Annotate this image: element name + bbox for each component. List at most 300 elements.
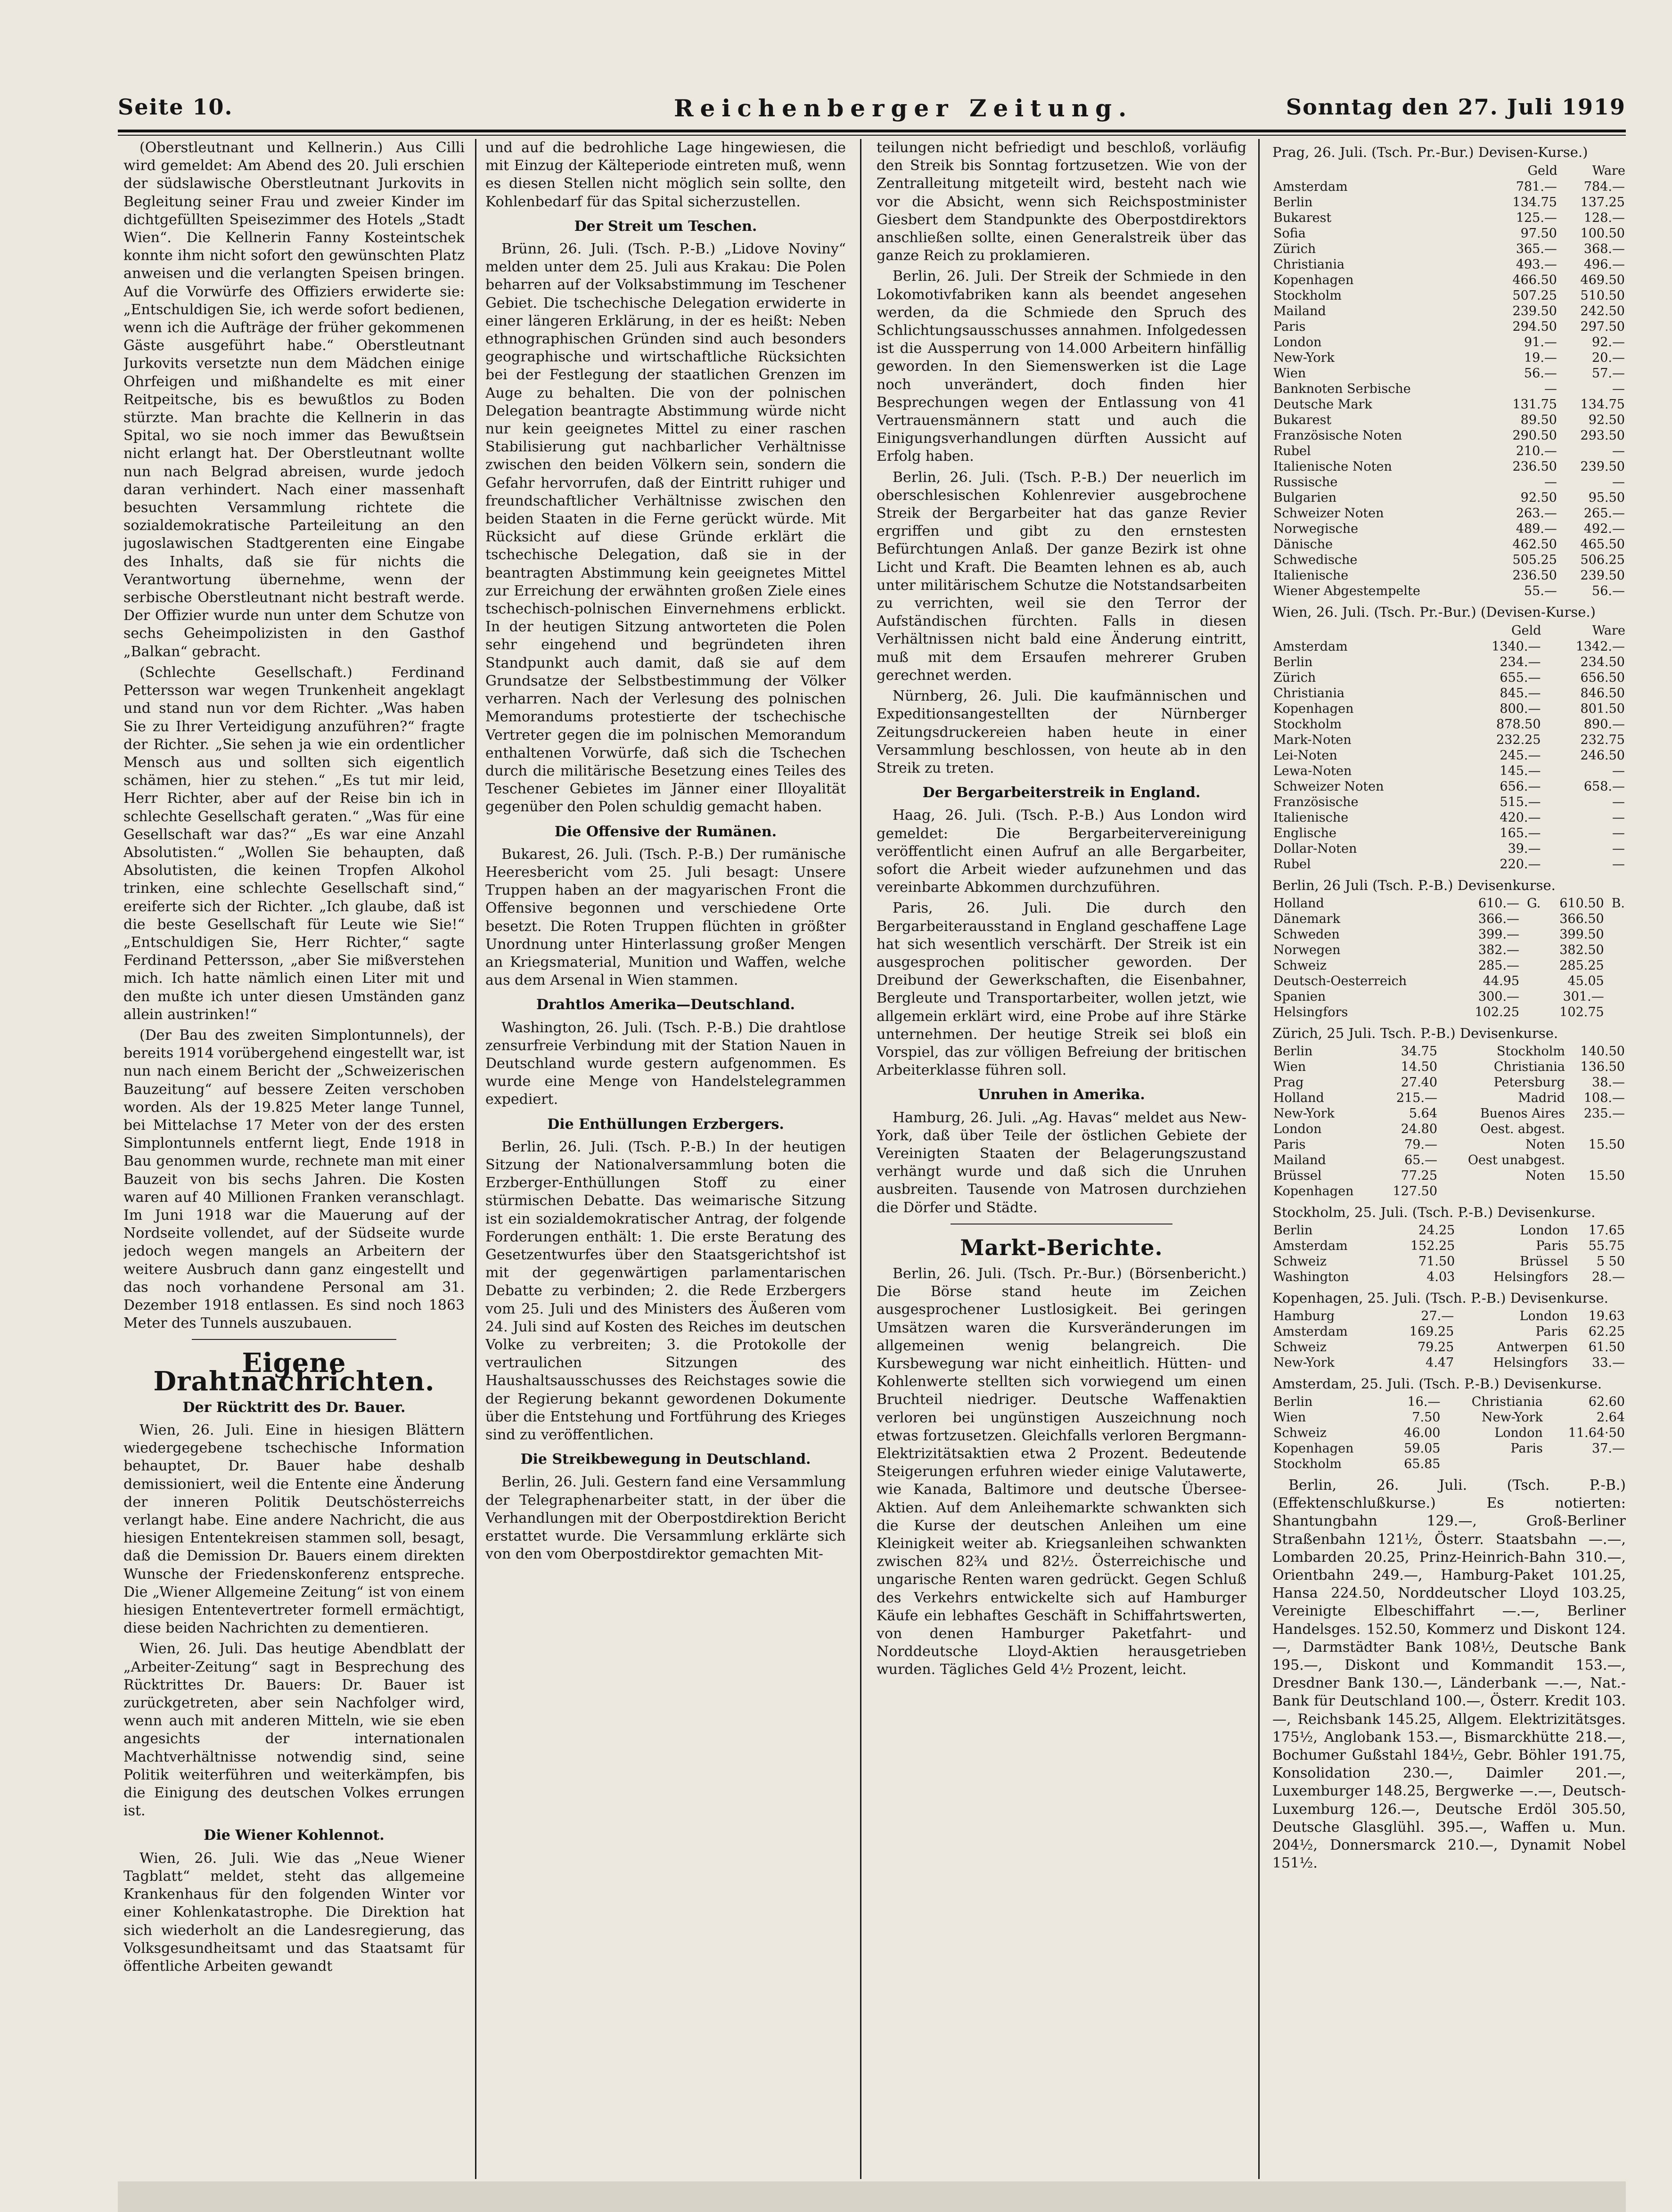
rate-value: 14.50 xyxy=(1401,1060,1438,1074)
table-row xyxy=(1272,841,1626,857)
table-row xyxy=(1272,412,1626,428)
rate-value: — xyxy=(1612,826,1625,841)
article-streikbewegung: Berlin, 26. Juli. Gestern fand eine Versammlung der Telegraphenarbeiter statt, in der über die Verhandlungen mit der Oberpostdirektion Bericht erstattet wurde. Die Versammlung erklärte sich von den vom Oberpostdirektor gemachten Mit- xyxy=(485,1474,846,1563)
rate-value: 56.— xyxy=(1592,584,1625,598)
rate-label: Berlin xyxy=(1273,655,1313,669)
rate-value: 19.— xyxy=(1524,351,1557,365)
headline-streikbewegung: Die Streikbewegung in Deutschland. xyxy=(520,1451,811,1468)
issue-date: Sonntag den 27. Juli 1919 xyxy=(1286,94,1626,120)
rate-value: Brüssel xyxy=(1520,1254,1568,1269)
rate-label: Stockholm xyxy=(1273,1457,1342,1471)
article-haag: Haag, 26. Juli. (Tsch. P.-B.) Aus London wird gemeldet: Die Bergarbeitervereinigung veröffentlicht einen Aufruf an alle Bergarbeiter, sofort die Arbeit wieder aufzunehmen und das vereinbarte Abkommen durchzuführen. xyxy=(877,807,1246,896)
rate-label: Banknoten Serbische xyxy=(1273,382,1411,396)
article-kohlennot-cont: und auf die bedrohliche Lage hingewiesen, die mit Einzug der Kälteperiode eintreten muß, wenn es diesen Stellen nicht möglich sein sollte, den Kohlenbedarf für das Spital sicherzustellen. xyxy=(485,139,846,210)
table-row xyxy=(1272,241,1626,257)
table-row xyxy=(1272,896,1626,911)
rate-value: 368.— xyxy=(1583,242,1625,256)
rate-label: Französische Noten xyxy=(1273,428,1402,443)
table-row xyxy=(1272,1355,1626,1371)
rate-value: 128.— xyxy=(1583,211,1625,225)
rate-label: London xyxy=(1273,1122,1322,1136)
rate-label: Sofia xyxy=(1273,226,1306,241)
table-row xyxy=(1272,257,1626,272)
rate-value: 382.— xyxy=(1478,943,1520,957)
rate-value xyxy=(1605,942,1626,958)
rate-value: 65.85 xyxy=(1404,1457,1441,1471)
headline-kohlennot: Die Wiener Kohlennot. xyxy=(204,1827,385,1844)
rate-value: Oest unabgest. xyxy=(1467,1153,1565,1167)
table-row xyxy=(1272,350,1626,366)
rate-value: 97.50 xyxy=(1520,226,1557,241)
rate-label: Kopenhagen xyxy=(1273,702,1354,716)
rate-value: 801.50 xyxy=(1580,702,1625,716)
rate-value: — xyxy=(1612,841,1625,856)
header-rule xyxy=(118,130,1626,132)
masthead: Reichenberger Zeitung. xyxy=(674,94,1133,122)
article-simplon: (Der Bau des zweiten Simplontunnels), der bereits 1914 vorübergehend eingestellt war, ist nun nach einem Bericht der „Schweizerischen Bauzeitung“ auf bessere Zeiten verschoben worden. Als der 19.825 Meter lange Tunnel, bei Mittelachse 17 Meter von der des ersten Simplontunnels entfernt liegt, Ende 1918 in Bau genommen wurde, rechnete man mit einer Bauzeit von bis sechs Jahren. Die Kosten waren auf 40 Millionen Franken veranschlagt. Im Juni 1918 war die Mauerung auf der Nordseite vollendet, auf der Südseite wurde jedoch wegen mangels an Arbeitern der weitere Ausbruch dann ganz eingestellt und das noch vorhandene Personal am 31. Dezember 1918 entlassen. Es sind noch 1863 Meter des Tunnels auszubauen. xyxy=(123,1027,465,1332)
rate-value: 420.— xyxy=(1500,810,1541,825)
rate-value: 220.— xyxy=(1500,857,1541,872)
col-head: Geld xyxy=(1527,163,1557,178)
rate-value: 56.— xyxy=(1524,366,1557,381)
rate-value: Paris xyxy=(1536,1239,1568,1253)
rate-value xyxy=(1438,1184,1566,1199)
amsterdam-rates-table xyxy=(1272,1394,1626,1472)
table-row xyxy=(1272,973,1626,989)
column-1 xyxy=(123,139,465,2179)
rate-value: 246.50 xyxy=(1580,748,1625,763)
table-row xyxy=(1272,335,1626,350)
rate-label: Wien xyxy=(1273,1060,1306,1074)
rate-value: 100.50 xyxy=(1580,226,1625,241)
rate-label: Italienische xyxy=(1273,810,1349,825)
zurich-rates-table xyxy=(1272,1044,1626,1199)
rate-value: 236.50 xyxy=(1512,459,1557,474)
article-drahtlos: Washington, 26. Juli. (Tsch. P.-B.) Die drahtlose zensurfreie Verbindung mit der Station Nauen in Deutschland wurde gestern aufgenommen. Es wurde eine Menge von Handelstelegrammen expediert. xyxy=(485,1019,846,1108)
rate-label: New-York xyxy=(1273,1355,1335,1370)
stockholm-rates-table xyxy=(1272,1223,1626,1285)
rate-value: 297.50 xyxy=(1580,319,1625,334)
table-row xyxy=(1272,1059,1626,1075)
rate-value: 45.05 xyxy=(1567,974,1604,988)
rate-label: Englische xyxy=(1273,826,1336,841)
table-row xyxy=(1272,639,1626,654)
rate-label: Prag xyxy=(1273,1075,1304,1090)
rate-label: Dollar-Noten xyxy=(1273,841,1357,856)
prag-rates-table xyxy=(1272,163,1626,599)
article-nuernberg: Nürnberg, 26. Juli. Die kaufmännischen und Expeditionsangestellten der Nürnberger Zeitungsdruckereien haben heute in einer Versammlung beschlossen, von heute ab in den Streik zu treten. xyxy=(877,688,1246,776)
amsterdam-title: Amsterdam, 25. Juli. (Tsch. P.-B.) Devisenkurse. xyxy=(1272,1376,1602,1392)
table-row xyxy=(1272,1324,1626,1339)
rate-label: Kopenhagen xyxy=(1273,1441,1354,1456)
rate-value: 510.50 xyxy=(1580,288,1625,303)
rate-value xyxy=(1566,1184,1626,1199)
rate-value: Oest. abgest. xyxy=(1480,1122,1565,1136)
article-boersenbericht: Berlin, 26. Juli. (Tsch. Pr.-Bur.) (Börsenbericht.) Die Börse stand heute im Zeichen ausgesprochener Lustlosigkeit. Bei geringen Umsätzen waren die Kursveränderungen im allgemeinen wenig belangreich. Die Kursbewegung war nicht einheitlich. Hütten- und Kohlenwerte stellten sich vorwiegend um einen Bruchteil niedriger. Deutsche Waffenaktien verloren bei ungünstigen Auszeichnung noch etwas fortzusetzen. Gleichfalls verloren Bergmann-Elektrizitätsaktien etwa 2 Prozent. Bedeutende Steigerungen erfuhren wieder einige Valutawerte, wie Kanada, Baltimore und deutsche Übersee-Aktien. Auf dem Anleihemarkte schwankten sich die Kurse der deutschen Anleihen um eine Kleinigkeit weiter ab. Kriegsanleihen schwankten zwischen 82¾ und 82½. Österreichische und ungarische Renten waren gedrückt. Gegen Schluß des Verkehrs entwickelte sich auf Hamburger Käufe ein lebhaftes Geschäft in Schiffahrtswerten, von denen Hamburger Paketfahrt- und Norddeutsche Lloyd-Aktien herausgetrieben wurden. Tägliches Geld 4½ Prozent, leicht. xyxy=(877,1265,1246,1678)
rate-value: 505.25 xyxy=(1512,553,1557,567)
rate-value: 784.— xyxy=(1583,180,1625,194)
rate-value xyxy=(1520,973,1541,989)
rate-value: 465.50 xyxy=(1580,537,1625,552)
table-row xyxy=(1272,701,1626,717)
rate-label: Schweiz xyxy=(1273,958,1327,973)
rate-value: Christiania xyxy=(1471,1395,1543,1409)
rate-label: Washington xyxy=(1273,1270,1349,1284)
table-row xyxy=(1272,1441,1626,1456)
rate-value: Paris xyxy=(1510,1441,1543,1456)
table-row xyxy=(1272,1044,1626,1059)
rate-value: 71.50 xyxy=(1418,1254,1455,1269)
wien-rates-table xyxy=(1272,622,1626,872)
table-row xyxy=(1272,794,1626,810)
table-row xyxy=(1272,1425,1626,1441)
rate-value xyxy=(1441,1456,1543,1472)
column-2 xyxy=(485,139,846,2179)
rate-value: 846.50 xyxy=(1580,686,1625,701)
rate-label: Französische xyxy=(1273,795,1359,809)
rate-label: Holland xyxy=(1273,896,1324,911)
table-row xyxy=(1272,1410,1626,1425)
rate-value: — xyxy=(1612,857,1625,872)
berlin-rates-table xyxy=(1272,896,1626,1020)
rate-value: 890.— xyxy=(1583,717,1625,732)
rate-value: — xyxy=(1612,810,1625,825)
rate-value xyxy=(1566,1152,1626,1168)
rate-value: 300.— xyxy=(1478,989,1520,1004)
table-row xyxy=(1272,857,1626,872)
rate-label: Stockholm xyxy=(1273,288,1342,303)
rate-label: New-York xyxy=(1273,351,1335,365)
rate-value: — xyxy=(1612,795,1625,809)
rate-value: 24.25 xyxy=(1418,1223,1455,1238)
table-row xyxy=(1272,1339,1626,1355)
table-row xyxy=(1272,583,1626,599)
rate-label: Brüssel xyxy=(1273,1168,1322,1183)
rate-value: 4.03 xyxy=(1426,1270,1455,1284)
rate-value: 493.— xyxy=(1516,257,1557,272)
rate-value xyxy=(1605,973,1626,989)
rate-label: Italienische xyxy=(1273,568,1349,583)
article-kohlennot: Wien, 26. Juli. Wie das „Neue Wiener Tagblatt“ meldet, steht das allgemeine Krankenhaus für den folgenden Winter vor einer Kohlenkatastrophe. Die Direktion hat sich wiederholt an die Landesregierung, das Volksgesundheitsamt und das Staatsamt für öffentliche Arbeiten gewandt xyxy=(123,1850,465,1975)
table-row xyxy=(1272,226,1626,241)
rate-label: Mark-Noten xyxy=(1273,733,1352,747)
rate-value: 466.50 xyxy=(1512,273,1557,287)
column-divider xyxy=(860,139,861,2179)
rate-value: Paris xyxy=(1535,1324,1568,1339)
rate-value xyxy=(1520,1004,1541,1020)
rate-value: 236.50 xyxy=(1512,568,1557,583)
headline-drahtlos: Drahtlos Amerika—Deutschland. xyxy=(536,996,795,1013)
rate-value: 462.50 xyxy=(1512,537,1557,552)
rate-value xyxy=(1544,1456,1626,1472)
rate-value: 19.63 xyxy=(1588,1309,1625,1323)
table-row xyxy=(1272,428,1626,443)
rate-value: 382.50 xyxy=(1559,943,1604,957)
rate-value: 57.— xyxy=(1592,366,1625,381)
rate-value: 496.— xyxy=(1583,257,1625,272)
rate-value: 301.— xyxy=(1563,989,1604,1004)
rate-label: Helsingfors xyxy=(1273,1005,1348,1020)
rate-value: 46.00 xyxy=(1404,1426,1441,1440)
table-row xyxy=(1272,1223,1626,1238)
table-row xyxy=(1272,1308,1626,1324)
table-row xyxy=(1272,825,1626,841)
table-row xyxy=(1272,1121,1626,1137)
rate-value: 290.50 xyxy=(1512,428,1557,443)
rate-value: 62.25 xyxy=(1588,1324,1625,1339)
table-row xyxy=(1272,474,1626,490)
table-row xyxy=(1272,763,1626,779)
table-row xyxy=(1272,1075,1626,1090)
article-amerika: Hamburg, 26. Juli. „Ag. Havas“ meldet aus New-York, daß über Teile der östlichen Gebiete der Vereinigten Staaten der Belagerungszustand verhängt wurde und daß sich die Unruhen ausbreiten. Tausende von Matrosen durchziehen die Dörfer und Städte. xyxy=(877,1109,1246,1216)
rate-value: 232.75 xyxy=(1580,733,1625,747)
rate-value: 232.25 xyxy=(1496,733,1541,747)
rate-label: London xyxy=(1273,335,1322,350)
rate-label: Berlin xyxy=(1273,1223,1313,1238)
rate-value: 62.60 xyxy=(1588,1395,1625,1409)
rate-value: 92.50 xyxy=(1588,413,1625,427)
header-rule-thin xyxy=(118,135,1626,136)
rate-value: 515.— xyxy=(1500,795,1541,809)
column-divider xyxy=(475,139,476,2179)
rate-label: Bulgarien xyxy=(1273,490,1337,505)
article-gesellschaft: (Schlechte Gesellschaft.) Ferdinand Pettersson war wegen Trunkenheit angeklagt und stand nun vor dem Richter. „Was haben Sie zu Ihrer Verteidigung anzuführen?“ fragte der Richter. „Sie sehen ja wie ein ordentlicher Mensch aus und sollten sich eigentlich schämen, hier zu stehen.“ „Es tut mir leid, Herr Richter, aber auf der Reise bin ich in schlechte Gesellschaft geraten.“ „Was für eine Gesellschaft war das?“ „Es war eine Anzahl Absolutisten.“ „Wollen Sie behaupten, daß Absolutisten, die keinen Tropfen Alkohol trinken, eine schlechte Gesellschaft sind,“ ereiferte sich der Richter. „Ich glaube, daß ist die beste Gesellschaft für Leute wie Sie!“ „Entschuldigen Sie, Herr Richter,“ sagte Ferdinand Pettersson, „aber Sie mißverstehen mich. Ich hatte nämlich einen Liter mit und den mußte ich unter diesen Umständen ganz allein austrinken!“ xyxy=(123,664,465,1023)
rate-label: Wiener Abgestempelte xyxy=(1273,584,1420,598)
rate-value: 294.50 xyxy=(1512,319,1557,334)
headline-erzberger: Die Enthüllungen Erzbergers. xyxy=(547,1116,784,1133)
rate-label: Rubel xyxy=(1273,444,1311,458)
rate-value: Noten xyxy=(1525,1137,1565,1152)
rate-value: 610.— xyxy=(1478,896,1520,911)
rate-value: 59.05 xyxy=(1404,1441,1441,1456)
rate-value: 37.— xyxy=(1592,1441,1625,1456)
page-header xyxy=(118,90,1626,122)
rate-value: 15.50 xyxy=(1588,1137,1625,1152)
rate-label: Stockholm xyxy=(1273,717,1342,732)
headline-rumaenen: Die Offensive der Rumänen. xyxy=(554,823,777,840)
rate-value xyxy=(1605,911,1626,927)
rate-value: Madrid xyxy=(1518,1091,1565,1105)
rate-label: Dänische xyxy=(1273,537,1333,552)
table-row xyxy=(1272,568,1626,583)
column-4 xyxy=(1272,139,1626,2179)
table-row xyxy=(1272,911,1626,927)
page-bottom-edge xyxy=(118,2181,1626,2212)
rate-label: Amsterdam xyxy=(1273,1239,1348,1253)
rate-value: New-York xyxy=(1482,1410,1543,1425)
rate-label: Bukarest xyxy=(1273,211,1332,225)
effekten-kurse: Berlin, 26. Juli. (Tsch. P.-B.) (Effektenschlußkurse.) Es notierten: Shantungbahn 129.—, Groß-Berliner Straßenbahn 121½, Österr. Staatsbahn —.—, Lombarden 20.25, Prinz-Heinrich-Bahn 310.—, Orientbahn 249.—, Hamburg-Paket 101.25, Hansa 224.50, Norddeutscher Lloyd 103.25, Vereinigte Elbeschiffahrt —.—, Berliner Handelsges. 152.50, Kommerz und Diskont 124.—, Darmstädter Bank 108½, Deutsche Bank 195.—, Diskont und Kommandit 153.—, Dresdner Bank 130.—, Länderbank —.—, Nat.-Bank für Deutschland 100.—, Österr. Kredit 103.—, Reichsbank 145.25, Allgem. Elektrizitätsges. 175½, Anglobank 153.—, Bismarckhütte 218.—, Bochumer Gußstahl 184½, Gebr. Böhler 191.75, Konsolidation 230.—, Daimler 201.—, Luxemburger 148.25, Bergwerke —.—, Deutsch-Luxemburg 126.—, Deutsche Erdöl 305.50, Deutsche Glasglühl. 395.—, Waffen u. Mun. 204½, Donnersmarck 210.—, Dynamit Nobel 151½. xyxy=(1272,1477,1626,1872)
table-row xyxy=(1272,506,1626,521)
rate-value: 136.50 xyxy=(1580,1060,1625,1074)
rate-label: Lewa-Noten xyxy=(1273,764,1352,778)
table-row xyxy=(1272,1254,1626,1269)
rate-value: London xyxy=(1520,1223,1568,1238)
section-title-marktberichte: Markt-Berichte. xyxy=(960,1234,1163,1260)
rate-value: 44.95 xyxy=(1483,974,1520,988)
rate-value: London xyxy=(1519,1309,1568,1323)
rate-label: Kopenhagen xyxy=(1273,273,1354,287)
rate-value: 215.— xyxy=(1396,1091,1438,1105)
table-row xyxy=(1272,779,1626,794)
rate-value: — xyxy=(1612,764,1625,778)
rate-label: Christiania xyxy=(1273,257,1345,272)
rate-value: 24.80 xyxy=(1401,1122,1438,1136)
headline-teschen: Der Streit um Teschen. xyxy=(574,218,757,235)
rate-label: Berlin xyxy=(1273,1395,1313,1409)
col-head: Ware xyxy=(1592,163,1625,178)
rate-value: — xyxy=(1612,382,1625,396)
rate-value: 507.25 xyxy=(1512,288,1557,303)
section-title-drahtnachrichten: Eigene Drahtnachrichten. xyxy=(153,1347,435,1397)
rate-value: 5 50 xyxy=(1596,1254,1625,1269)
rate-value: 210.— xyxy=(1516,444,1557,458)
rate-value: 137.25 xyxy=(1580,195,1625,210)
headline-bauer: Der Rücktritt des Dr. Bauer. xyxy=(182,1399,406,1416)
rate-label: Russische xyxy=(1273,475,1338,490)
rate-label: Christiania xyxy=(1273,686,1345,701)
rate-value: 89.50 xyxy=(1520,413,1557,427)
table-row xyxy=(1272,1137,1626,1152)
rate-value xyxy=(1566,1121,1626,1137)
table-row xyxy=(1272,459,1626,474)
rate-value: Noten xyxy=(1525,1168,1565,1183)
rate-value: 242.50 xyxy=(1580,304,1625,318)
rate-value: 34.75 xyxy=(1401,1044,1438,1059)
rate-value: Petersburg xyxy=(1493,1075,1565,1090)
rate-label: Schweizer Noten xyxy=(1273,779,1384,794)
rate-label: Bukarest xyxy=(1273,413,1332,427)
rate-value: 656.— xyxy=(1500,779,1541,794)
article-kellnerin: (Oberstleutnant und Kellnerin.) Aus Cilli wird gemeldet: Am Abend des 20. Juli erschien der südslawische Oberstleutnant Jurkovits in Begleitung seiner Frau und zweier Kinder im dichtgefüllten Speisezimmer des Hotels „Stadt Wien“. Die Kellnerin Fanny Kosteintschek konnte ihm nicht sofort den gewünschten Platz anweisen und die verlangten Speisen bringen. Auf die Vorwürfe des Offiziers erwiderte sie: „Entschuldigen Sie, ich werde sofort bedienen, wenn ich die Aufträge der früher gekommenen Gäste ausgeführt habe.“ Oberstleutnant Jurkovits versetzte nun dem Mädchen einige Ohrfeigen und mißhandelte es mit einer Reitpeitsche, bis es bewußtlos zu Boden stürzte. Man brachte die Kellnerin in das Spital, wo sie noch immer das Bewußtsein nicht erlangt hat. Der Oberstleutnant wollte nun nach Belgrad abreisen, wurde jedoch daran verhindert. Nach einer massenhaft besuchten Versammlung richtete die sozialdemokratische Parteileitung an den jugoslawischen Stadtgerenten eine Eingabe des Inhalts, daß sie für nichts die Verantwortung übernehme, wenn der serbische Oberstleutnant nicht bestraft werde. Der Offizier wurde nun unter dem Schutze von sechs Geheimpolizisten in den Gasthof „Balkan“ gebracht. xyxy=(123,139,465,660)
column-3 xyxy=(877,139,1246,2179)
rate-value: 239.50 xyxy=(1580,568,1625,583)
rate-value: 469.50 xyxy=(1580,273,1625,287)
rate-value: 79.— xyxy=(1404,1137,1438,1152)
rate-label: Schweiz xyxy=(1273,1254,1327,1269)
rate-value xyxy=(1605,1004,1626,1020)
table-row xyxy=(1272,397,1626,412)
rate-value: 140.50 xyxy=(1580,1044,1625,1059)
rate-value: 1342.— xyxy=(1575,639,1625,654)
rate-value: 134.75 xyxy=(1580,397,1625,412)
rate-value: 265.— xyxy=(1583,506,1625,521)
rate-value: 366.— xyxy=(1478,912,1520,926)
rate-value: 92.— xyxy=(1592,335,1625,350)
rate-value: 125.— xyxy=(1516,211,1557,225)
rate-label: Schweden xyxy=(1273,927,1340,942)
rate-label: Paris xyxy=(1273,319,1306,334)
rate-label: Lei-Noten xyxy=(1273,748,1337,763)
rate-value: 15.50 xyxy=(1588,1168,1625,1183)
rate-value: — xyxy=(1612,444,1625,458)
rate-value: — xyxy=(1612,475,1625,490)
article-bauer-1: Wien, 26. Juli. Eine in hiesigen Blättern wiedergegebene tschechische Information behauptet, Dr. Bauer habe deshalb demissioniert, weil die Entente eine Änderung der inneren Politik Deutschösterreichs verlangt habe. Eine andere Nachricht, die aus hiesigen Ententekreisen stammen soll, besagt, daß die Demission Dr. Bauers einem direkten Wunsche der Friedenskonferenz entspreche. Die „Wiener Allgemeine Zeitung“ ist von einem hiesigen Ententevertreter formell ermächtigt, diese beiden Nachrichten zu dementieren. xyxy=(123,1422,465,1637)
rate-value: 134.75 xyxy=(1512,195,1557,210)
table-row xyxy=(1272,942,1626,958)
table-row xyxy=(1272,1238,1626,1254)
rate-value: 2.64 xyxy=(1596,1410,1625,1425)
rate-value: 506.25 xyxy=(1580,553,1625,567)
table-row xyxy=(1272,1168,1626,1184)
rate-value: 845.— xyxy=(1500,686,1541,701)
kopenhagen-rates-table xyxy=(1272,1308,1626,1371)
rate-value xyxy=(1520,989,1541,1004)
rate-value: Helsingfors xyxy=(1493,1270,1568,1284)
table-row xyxy=(1272,381,1626,397)
table-row xyxy=(1272,288,1626,303)
rate-value: Christiania xyxy=(1493,1060,1565,1074)
rate-value: 655.— xyxy=(1500,670,1541,685)
rate-label: Rubel xyxy=(1273,857,1311,872)
rate-value: 91.— xyxy=(1524,335,1557,350)
table-row xyxy=(1272,210,1626,226)
article-kohlenrevier: Berlin, 26. Juli. (Tsch. P.-B.) Der neuerlich im oberschlesischen Kohlenrevier ausgebrochene Streik der Bergarbeiter hat das ganze Revier ergriffen und gibt zu den ernstesten Befürchtungen Anlaß. Der ganze Bezirk ist ohne Licht und Kraft. Die Beamten lehnen es ab, auch unter militärischem Schutze die Notstandsarbeiten zu verrichten, weil sie den Terror der Aufständischen fürchten. Falls in diesen Verhältnissen nicht bald eine Änderung eintritt, muß mit dem Ersaufen mehrerer Gruben gerechnet werden. xyxy=(877,469,1246,684)
table-row xyxy=(1272,195,1626,210)
kopenhagen-title: Kopenhagen, 25. Juli. (Tsch. P.-B.) Devisenkurse. xyxy=(1272,1290,1608,1306)
rate-value: 878.50 xyxy=(1496,717,1541,732)
rate-value: 658.— xyxy=(1583,779,1625,794)
rate-value: 39.— xyxy=(1508,841,1541,856)
table-row xyxy=(1272,654,1626,670)
rate-value xyxy=(1520,958,1541,973)
rate-value: G. xyxy=(1527,896,1541,911)
rate-label: Amsterdam xyxy=(1273,180,1348,194)
column-divider xyxy=(1258,139,1260,2179)
rate-label: Italienische Noten xyxy=(1273,459,1392,474)
table-row xyxy=(1272,732,1626,748)
rate-value: 235.— xyxy=(1583,1106,1625,1121)
rate-value: 293.50 xyxy=(1580,428,1625,443)
rate-value xyxy=(1605,927,1626,942)
rate-label: Dänemark xyxy=(1273,912,1341,926)
rate-value: B. xyxy=(1611,896,1625,911)
rate-label: Zürich xyxy=(1273,242,1316,256)
article-paris: Paris, 26. Juli. Die durch den Bergarbeiterausstand in England geschaffene Lage hat sich wesentlich verschärft. Der Streik ist ein ausgesprochen politischer geworden. Der Dreibund der Gewerkschaften, die Eisenbahner, Bergleute und Transportarbeiter, wollen jetzt, wie allgemein erklärt wird, eine Probe auf ihre Stärke unternehmen. Der heutige Streik sei bloß ein Vorspiel, das zur völligen Befreiung der britischen Arbeiterklasse führen soll. xyxy=(877,900,1246,1079)
rate-value: 781.— xyxy=(1516,180,1557,194)
rate-label: Berlin xyxy=(1273,195,1313,210)
table-row xyxy=(1272,958,1626,973)
rate-label: Paris xyxy=(1273,1137,1306,1152)
rate-value: 127.50 xyxy=(1393,1184,1438,1199)
rate-label: Mailand xyxy=(1273,1153,1326,1167)
rate-value: 239.50 xyxy=(1512,304,1557,318)
rate-value xyxy=(1520,911,1541,927)
rate-value: 399.— xyxy=(1478,927,1520,942)
rate-value: 800.— xyxy=(1500,702,1541,716)
rate-value: 152.25 xyxy=(1410,1239,1455,1253)
rate-label: Holland xyxy=(1273,1091,1324,1105)
rate-value: 131.75 xyxy=(1512,397,1557,412)
table-row xyxy=(1272,1269,1626,1285)
rate-value: 366.50 xyxy=(1559,912,1604,926)
rate-value: Stockholm xyxy=(1497,1044,1565,1059)
table-row xyxy=(1272,1152,1626,1168)
rate-value: 102.25 xyxy=(1475,1005,1520,1020)
rate-value: 95.50 xyxy=(1588,490,1625,505)
rate-value: London xyxy=(1494,1426,1543,1440)
table-row xyxy=(1272,272,1626,288)
rate-value: 234.50 xyxy=(1580,655,1625,669)
rate-label: New-York xyxy=(1273,1106,1335,1121)
rate-value xyxy=(1605,958,1626,973)
rate-label: Mailand xyxy=(1273,304,1326,318)
rate-label: Norwegische xyxy=(1273,522,1359,536)
table-row xyxy=(1272,989,1626,1004)
rate-label: Zürich xyxy=(1273,670,1316,685)
stockholm-title: Stockholm, 25. Juli. (Tsch. P.-B.) Devisenkurse. xyxy=(1272,1204,1596,1220)
rate-value: 610.50 xyxy=(1559,896,1604,911)
